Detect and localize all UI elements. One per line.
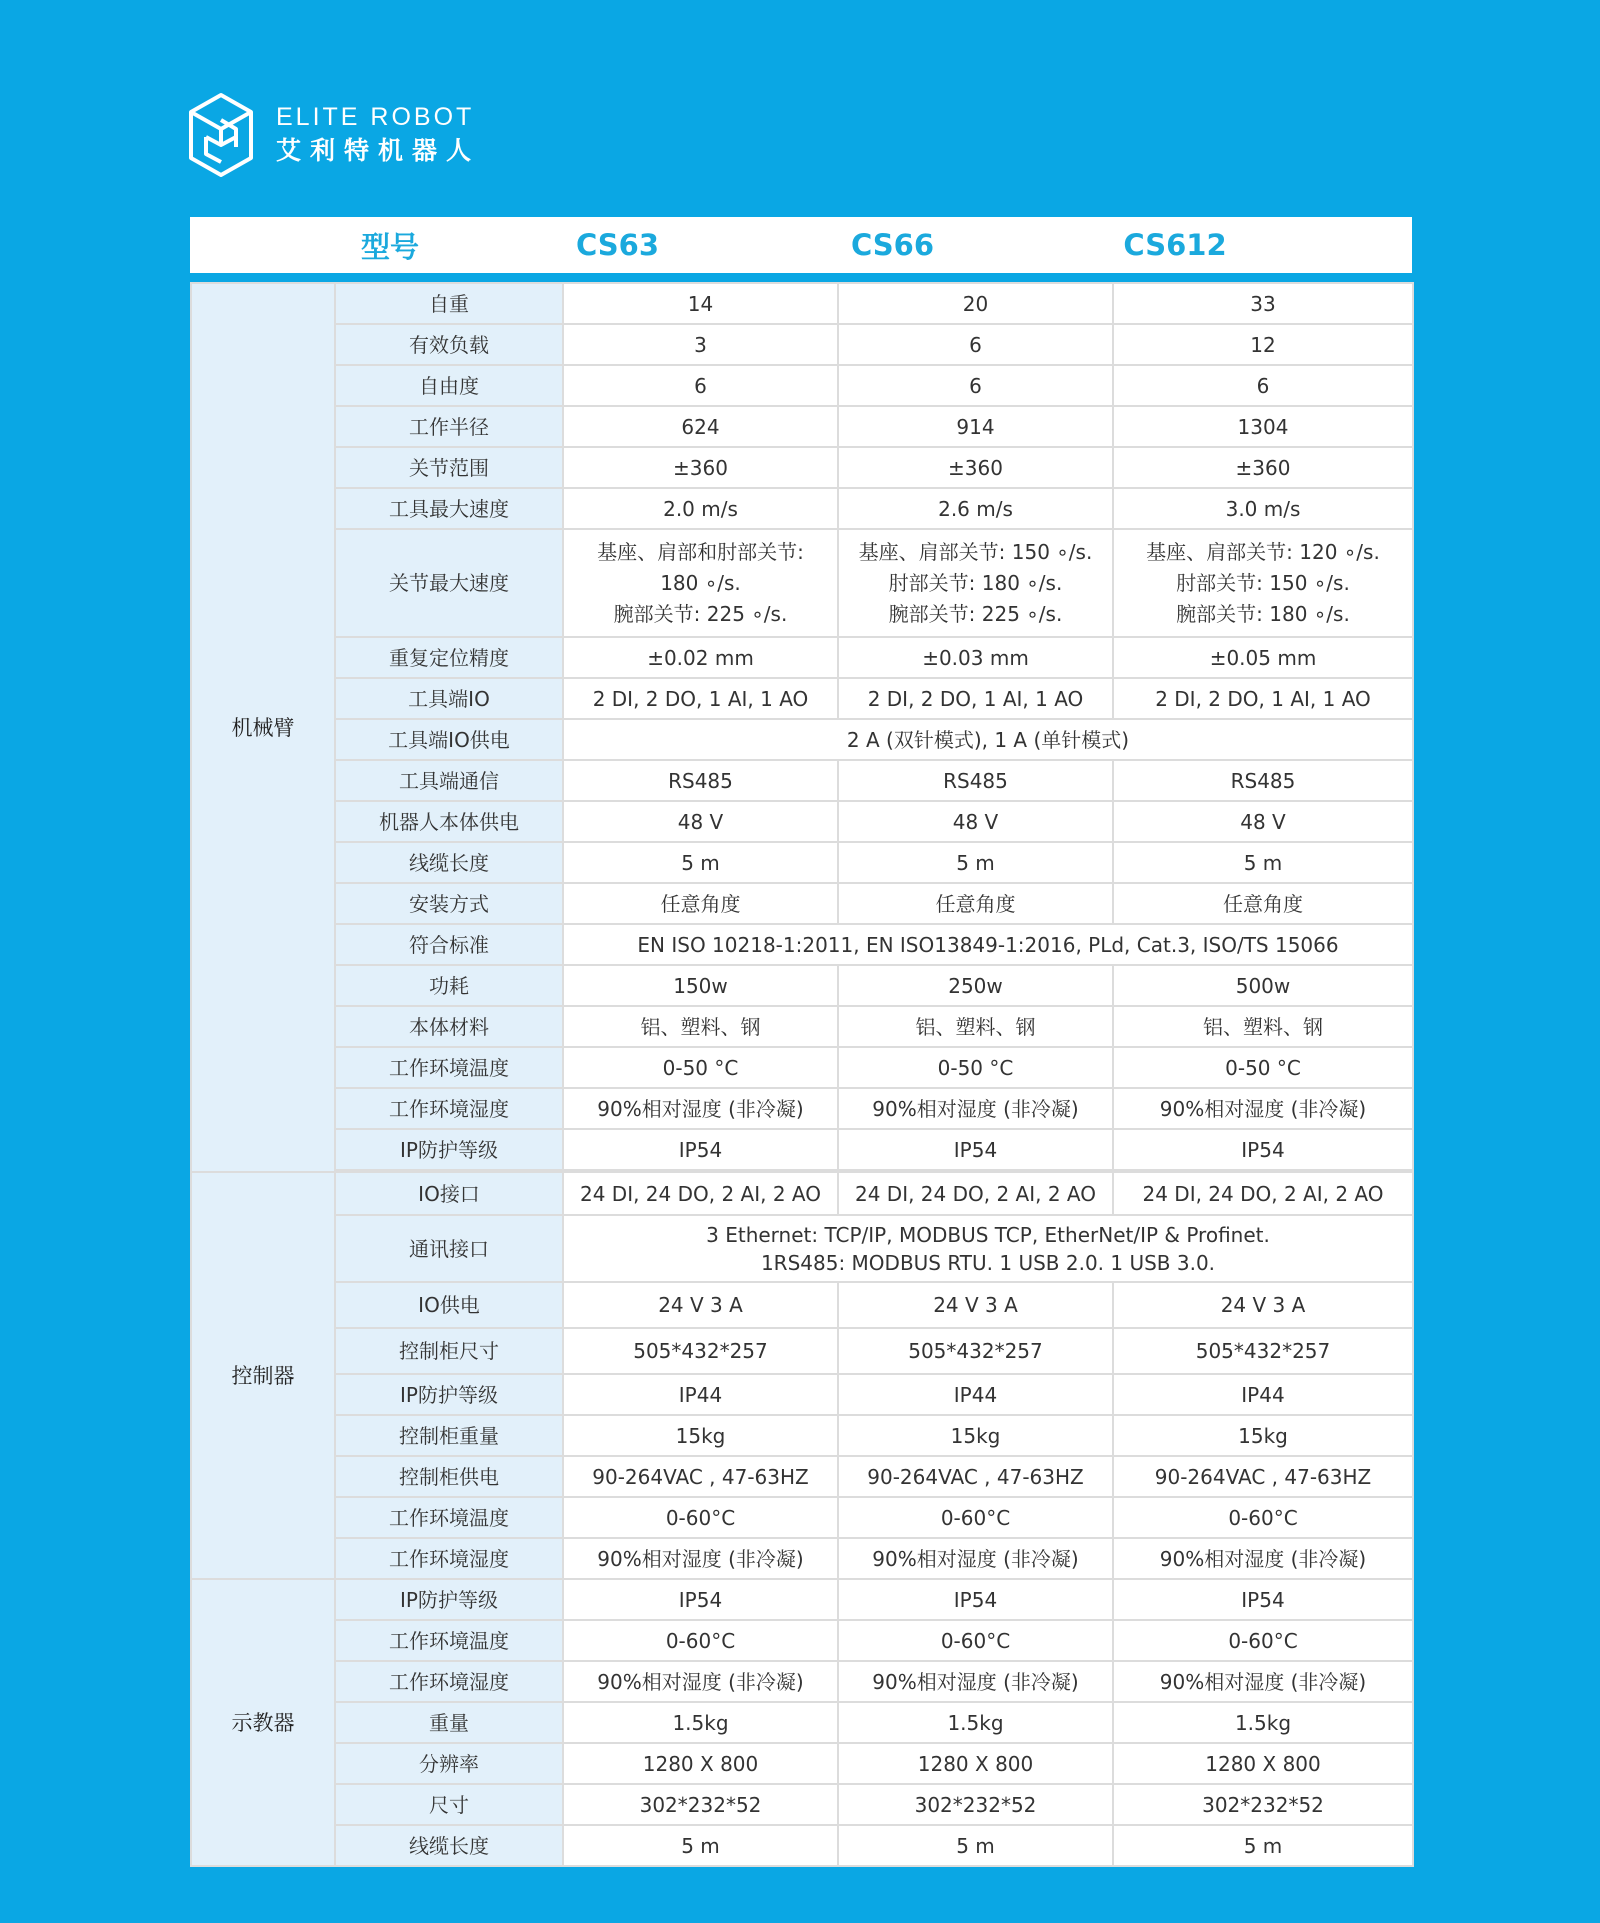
table-row — [191, 1328, 1413, 1374]
value-cell: IP54 — [563, 1129, 838, 1170]
table-row — [191, 324, 1413, 365]
table-row — [191, 1497, 1413, 1538]
value-cell: 302*232*52 — [563, 1784, 838, 1825]
value-cell: IP44 — [838, 1374, 1113, 1415]
param-label: 工作环境湿度 — [335, 1088, 563, 1129]
table-row — [191, 760, 1413, 801]
table-row — [191, 965, 1413, 1006]
table-row — [191, 678, 1413, 719]
value-cell: ±0.05 mm — [1113, 637, 1413, 678]
table-row — [191, 406, 1413, 447]
table-row — [191, 842, 1413, 883]
value-cell: 0-60°C — [838, 1497, 1113, 1538]
param-label: 机器人本体供电 — [335, 801, 563, 842]
param-label: 工具最大速度 — [335, 488, 563, 529]
value-cell: 48 V — [838, 801, 1113, 842]
value-cell: 15kg — [838, 1415, 1113, 1456]
param-label: 关节范围 — [335, 447, 563, 488]
param-label: 工具端通信 — [335, 760, 563, 801]
param-label: 安装方式 — [335, 883, 563, 924]
value-cell: 500w — [1113, 965, 1413, 1006]
value-cell: ±0.03 mm — [838, 637, 1113, 678]
value-cell: 250w — [838, 965, 1113, 1006]
value-line: 腕部关节: 225 ∘/s. — [888, 601, 1063, 626]
value-line: 腕部关节: 225 ∘/s. — [613, 601, 788, 626]
param-label: 工作环境温度 — [335, 1497, 563, 1538]
param-label: 线缆长度 — [335, 1825, 563, 1866]
value-cell: 505*432*257 — [1113, 1328, 1413, 1374]
table-row — [191, 1784, 1413, 1825]
param-label: 工具端IO — [335, 678, 563, 719]
model-cs612: CS612 — [1123, 228, 1227, 262]
value-line: 基座、肩部关节: 120 ∘/s. — [1146, 539, 1380, 564]
value-cell: ±360 — [1113, 447, 1413, 488]
param-label: 分辨率 — [335, 1743, 563, 1784]
brand-name-cn: 艾利特机器人 — [276, 136, 481, 165]
value-cell: 14 — [563, 283, 838, 324]
value-cell: 0-60°C — [563, 1497, 838, 1538]
table-row — [191, 1415, 1413, 1456]
param-label: 符合标准 — [335, 924, 563, 965]
value-cell: 302*232*52 — [1113, 1784, 1413, 1825]
value-cell — [1113, 529, 1413, 637]
table-row — [191, 883, 1413, 924]
table-row — [191, 283, 1413, 324]
table-row — [191, 637, 1413, 678]
table-row — [191, 1743, 1413, 1784]
value-cell: 任意角度 — [1113, 883, 1413, 924]
value-cell: 3.0 m/s — [1113, 488, 1413, 529]
value-cell: 5 m — [563, 842, 838, 883]
value-cell: 0-50 °C — [838, 1047, 1113, 1088]
param-label: 控制柜尺寸 — [335, 1328, 563, 1374]
value-cell: 6 — [838, 365, 1113, 406]
value-cell-merged — [563, 1215, 1413, 1282]
value-cell: RS485 — [563, 760, 838, 801]
value-cell: 2.0 m/s — [563, 488, 838, 529]
table-row — [191, 1456, 1413, 1497]
value-cell: RS485 — [838, 760, 1113, 801]
table-row — [191, 1374, 1413, 1415]
table-row — [191, 1661, 1413, 1702]
param-label: IP防护等级 — [335, 1374, 563, 1415]
value-cell: 1.5kg — [563, 1702, 838, 1743]
param-label: 自重 — [335, 283, 563, 324]
value-line: 基座、肩部关节: 150 ∘/s. — [858, 539, 1093, 564]
value-cell: 5 m — [838, 1825, 1113, 1866]
value-cell: 0-60°C — [838, 1620, 1113, 1661]
value-cell: 24 DI, 24 DO, 2 AI, 2 AO — [563, 1172, 838, 1215]
value-cell: 1280 X 800 — [838, 1743, 1113, 1784]
table-row — [191, 1215, 1413, 1282]
table-row — [191, 365, 1413, 406]
value-cell: 15kg — [1113, 1415, 1413, 1456]
value-line: 肘部关节: 180 ∘/s. — [888, 570, 1063, 595]
value-cell: RS485 — [1113, 760, 1413, 801]
value-cell: ±360 — [838, 447, 1113, 488]
brand-logo — [188, 92, 480, 178]
value-cell: IP54 — [1113, 1579, 1413, 1620]
model-header — [190, 217, 1412, 273]
value-cell: IP54 — [1113, 1129, 1413, 1170]
elite-robot-logo-icon — [188, 92, 254, 178]
value-cell: 90%相对湿度 (非冷凝) — [838, 1661, 1113, 1702]
param-label: 线缆长度 — [335, 842, 563, 883]
value-cell: 90%相对湿度 (非冷凝) — [563, 1661, 838, 1702]
value-cell: 90%相对湿度 (非冷凝) — [1113, 1088, 1413, 1129]
model-cs63: CS63 — [575, 228, 660, 262]
model-label: 型号 — [360, 229, 419, 264]
value-cell: 铝、塑料、钢 — [1113, 1006, 1413, 1047]
value-cell: 2 DI, 2 DO, 1 AI, 1 AO — [1113, 678, 1413, 719]
param-label: 工作环境湿度 — [335, 1538, 563, 1579]
table-row — [191, 1702, 1413, 1743]
value-cell: 505*432*257 — [838, 1328, 1113, 1374]
value-cell: 150w — [563, 965, 838, 1006]
value-line: 3 Ethernet: TCP/IP, MODBUS TCP, EtherNet/IP & Profinet. — [706, 1222, 1270, 1247]
param-label: 控制柜供电 — [335, 1456, 563, 1497]
value-cell: 1.5kg — [838, 1702, 1113, 1743]
table-row — [191, 1047, 1413, 1088]
param-label: IO供电 — [335, 1282, 563, 1328]
param-label: 控制柜重量 — [335, 1415, 563, 1456]
param-label: 功耗 — [335, 965, 563, 1006]
value-cell: 48 V — [1113, 801, 1413, 842]
value-cell: 5 m — [563, 1825, 838, 1866]
value-cell: 48 V — [563, 801, 838, 842]
value-cell: 2.6 m/s — [838, 488, 1113, 529]
value-cell: 90%相对湿度 (非冷凝) — [838, 1088, 1113, 1129]
value-cell-merged: 2 A (双针模式), 1 A (单针模式) — [563, 719, 1413, 760]
table-row — [191, 1088, 1413, 1129]
value-cell: 90-264VAC , 47-63HZ — [1113, 1456, 1413, 1497]
table-row — [191, 488, 1413, 529]
value-cell: IP44 — [563, 1374, 838, 1415]
value-cell: 1304 — [1113, 406, 1413, 447]
param-label: 工具端IO供电 — [335, 719, 563, 760]
value-cell: IP44 — [1113, 1374, 1413, 1415]
header-separator — [190, 273, 1412, 276]
spec-table — [190, 282, 1414, 1867]
value-cell: 90-264VAC , 47-63HZ — [838, 1456, 1113, 1497]
param-label: 重复定位精度 — [335, 637, 563, 678]
value-cell: 任意角度 — [838, 883, 1113, 924]
value-cell: ±360 — [563, 447, 838, 488]
table-row — [191, 529, 1413, 637]
value-cell: 铝、塑料、钢 — [838, 1006, 1113, 1047]
value-cell: 5 m — [838, 842, 1113, 883]
table-row — [191, 447, 1413, 488]
param-label: IP防护等级 — [335, 1579, 563, 1620]
param-label: 工作环境温度 — [335, 1620, 563, 1661]
table-row — [191, 1006, 1413, 1047]
param-label: 尺寸 — [335, 1784, 563, 1825]
value-cell: 12 — [1113, 324, 1413, 365]
value-cell: 铝、塑料、钢 — [563, 1006, 838, 1047]
table-row — [191, 1172, 1413, 1215]
value-line: 基座、肩部和肘部关节: — [597, 539, 804, 564]
param-label: 工作环境温度 — [335, 1047, 563, 1088]
value-line: 180 ∘/s. — [660, 570, 741, 595]
value-cell: 1280 X 800 — [1113, 1743, 1413, 1784]
value-cell: 24 V 3 A — [563, 1282, 838, 1328]
value-cell — [838, 529, 1113, 637]
value-cell: 0-50 °C — [563, 1047, 838, 1088]
table-row — [191, 1129, 1413, 1170]
group-arm: 机械臂 — [191, 283, 335, 1172]
param-label: 工作半径 — [335, 406, 563, 447]
table-row — [191, 1579, 1413, 1620]
value-cell: 302*232*52 — [838, 1784, 1113, 1825]
value-cell: 90%相对湿度 (非冷凝) — [1113, 1538, 1413, 1579]
value-cell: IP54 — [838, 1129, 1113, 1170]
param-label: 有效负载 — [335, 324, 563, 365]
value-cell: 24 DI, 24 DO, 2 AI, 2 AO — [838, 1172, 1113, 1215]
value-cell: 33 — [1113, 283, 1413, 324]
value-cell-merged: EN ISO 10218-1:2011, EN ISO13849-1:2016, PLd, Cat.3, ISO/TS 15066 — [563, 924, 1413, 965]
value-cell: 0-60°C — [563, 1620, 838, 1661]
table-row — [191, 801, 1413, 842]
param-label: 本体材料 — [335, 1006, 563, 1047]
group-pendant: 示教器 — [191, 1579, 335, 1866]
value-cell: 5 m — [1113, 842, 1413, 883]
model-cs66: CS66 — [850, 228, 935, 262]
value-cell: 24 V 3 A — [1113, 1282, 1413, 1328]
value-cell: 0-60°C — [1113, 1497, 1413, 1538]
value-cell: 2 DI, 2 DO, 1 AI, 1 AO — [838, 678, 1113, 719]
table-row — [191, 1825, 1413, 1866]
value-line: 1RS485: MODBUS RTU. 1 USB 2.0. 1 USB 3.0. — [760, 1250, 1216, 1275]
value-cell: IP54 — [563, 1579, 838, 1620]
param-label: 重量 — [335, 1702, 563, 1743]
table-row — [191, 1538, 1413, 1579]
value-line: 腕部关节: 180 ∘/s. — [1176, 601, 1350, 626]
value-cell: 6 — [1113, 365, 1413, 406]
param-label: 工作环境湿度 — [335, 1661, 563, 1702]
value-cell: 2 DI, 2 DO, 1 AI, 1 AO — [563, 678, 838, 719]
value-cell: 90-264VAC , 47-63HZ — [563, 1456, 838, 1497]
value-cell: 24 V 3 A — [838, 1282, 1113, 1328]
value-cell: 624 — [563, 406, 838, 447]
param-label: IP防护等级 — [335, 1129, 563, 1170]
value-cell: 90%相对湿度 (非冷凝) — [563, 1088, 838, 1129]
value-cell: 任意角度 — [563, 883, 838, 924]
value-cell: 90%相对湿度 (非冷凝) — [563, 1538, 838, 1579]
param-label: 自由度 — [335, 365, 563, 406]
value-cell: 90%相对湿度 (非冷凝) — [1113, 1661, 1413, 1702]
value-cell: 24 DI, 24 DO, 2 AI, 2 AO — [1113, 1172, 1413, 1215]
value-cell: 15kg — [563, 1415, 838, 1456]
param-label: IO接口 — [335, 1172, 563, 1215]
brand-name-en: ELITE ROBOT — [276, 103, 475, 131]
value-cell: 0-50 °C — [1113, 1047, 1413, 1088]
value-cell: 0-60°C — [1113, 1620, 1413, 1661]
value-cell: ±0.02 mm — [563, 637, 838, 678]
value-line: 肘部关节: 150 ∘/s. — [1176, 570, 1350, 595]
value-cell — [563, 529, 838, 637]
table-row — [191, 1620, 1413, 1661]
group-controller: 控制器 — [191, 1172, 335, 1579]
value-cell: 3 — [563, 324, 838, 365]
value-cell: 90%相对湿度 (非冷凝) — [838, 1538, 1113, 1579]
value-cell: 505*432*257 — [563, 1328, 838, 1374]
param-label: 通讯接口 — [335, 1215, 563, 1282]
value-cell: IP54 — [838, 1579, 1113, 1620]
table-row — [191, 719, 1413, 760]
value-cell: 5 m — [1113, 1825, 1413, 1866]
param-label: 关节最大速度 — [335, 529, 563, 637]
value-cell: 914 — [838, 406, 1113, 447]
table-row — [191, 1282, 1413, 1328]
value-cell: 1280 X 800 — [563, 1743, 838, 1784]
value-cell: 20 — [838, 283, 1113, 324]
value-cell: 1.5kg — [1113, 1702, 1413, 1743]
table-row — [191, 924, 1413, 965]
value-cell: 6 — [563, 365, 838, 406]
value-cell: 6 — [838, 324, 1113, 365]
